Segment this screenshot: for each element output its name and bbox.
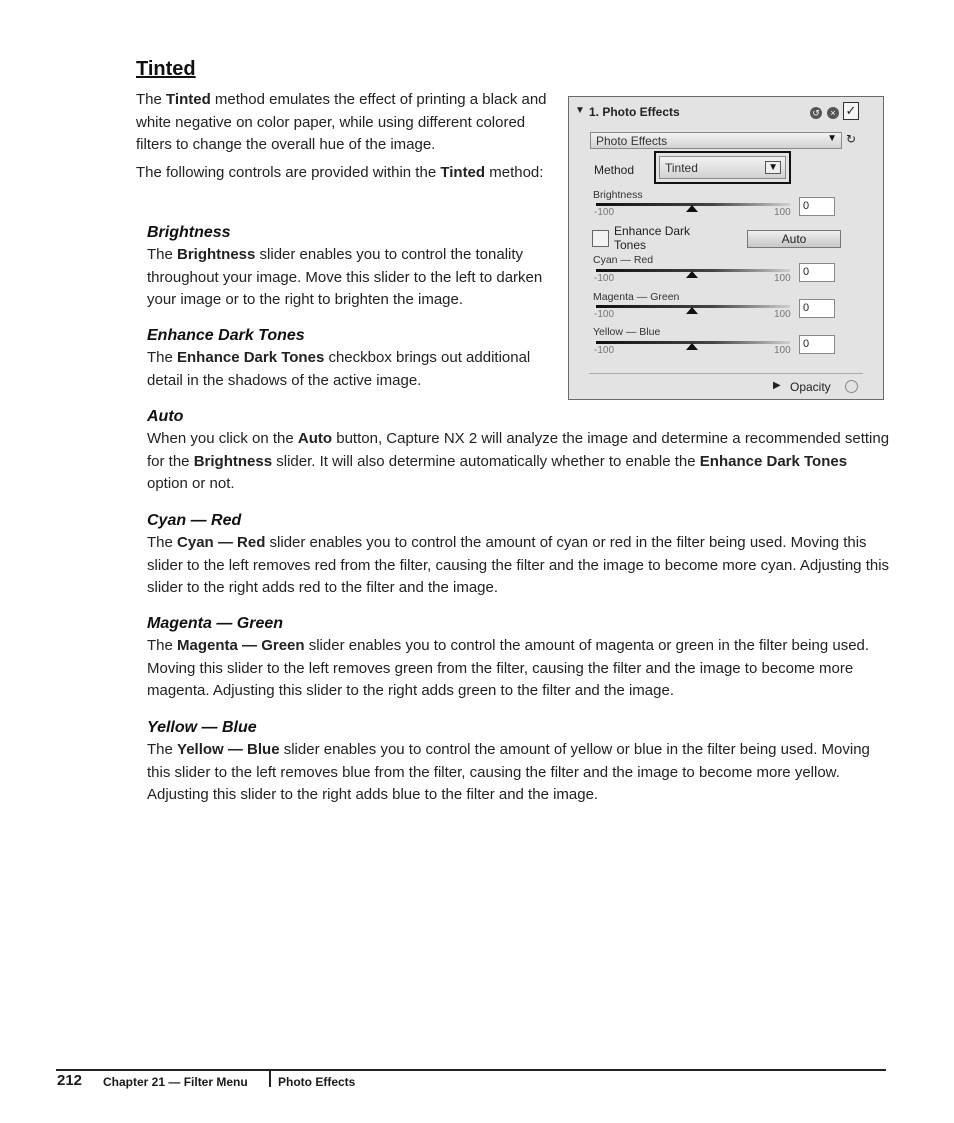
- auto-button[interactable]: Auto: [747, 230, 841, 248]
- footer-rule: [56, 1069, 886, 1071]
- photo-effects-panel: [568, 96, 884, 400]
- cyan-red-slider-min: -100: [594, 273, 615, 284]
- page-title: Tinted: [136, 58, 196, 80]
- effects-dropdown[interactable]: [590, 132, 842, 149]
- section-enhance-dark-tones: [147, 325, 557, 392]
- footer-chapter: Chapter 21 — Filter Menu: [103, 1075, 248, 1089]
- enhance-label-line-2: Tones: [614, 238, 647, 252]
- footer-section: Photo Effects: [278, 1075, 356, 1089]
- section-heading: Cyan — Red: [147, 512, 242, 529]
- section-magenta-green: [147, 613, 892, 703]
- expand-triangle-icon[interactable]: ▼: [575, 105, 585, 116]
- opacity-label: Opacity: [790, 380, 831, 394]
- section-yellow-blue: [147, 717, 892, 807]
- intro-paragraph-2: The following controls are provided within the Tinted method:: [136, 164, 544, 181]
- cyan-red-slider-max: 100: [774, 273, 791, 284]
- section-brightness: [147, 222, 557, 312]
- enhance-label-line-1: Enhance Dark: [614, 224, 691, 238]
- magenta-green-slider-label: Magenta — Green: [593, 291, 680, 303]
- footer-separator: [269, 1071, 271, 1087]
- opacity-toggle-icon[interactable]: [845, 380, 858, 393]
- brightness-slider-max: 100: [774, 207, 791, 218]
- yellow-blue-slider-max: 100: [774, 345, 791, 356]
- yellow-blue-slider-min: -100: [594, 345, 615, 356]
- brightness-slider-min: -100: [594, 207, 615, 218]
- brightness-value-field[interactable]: 0: [799, 197, 835, 216]
- magenta-green-slider-min: -100: [594, 309, 615, 320]
- panel-title: 1. Photo Effects: [589, 105, 680, 119]
- section-auto: [147, 406, 892, 496]
- cyan-red-slider-thumb[interactable]: [686, 271, 698, 278]
- section-body: The Brightness slider enables you to control the tonality throughout your image. Move this slider to the left to darken your image or to the right to brighten the image.: [147, 246, 543, 308]
- yellow-blue-slider-thumb[interactable]: [686, 343, 698, 350]
- chevron-down-icon: ▼: [827, 133, 837, 144]
- intro-paragraph-1: The Tinted method emulates the effect of printing a black and white negative on color paper, while using different colored filters to change the overall hue of the image.: [136, 91, 547, 153]
- section-heading: Yellow — Blue: [147, 719, 257, 736]
- section-cyan-red: [147, 510, 892, 600]
- yellow-blue-slider-label: Yellow — Blue: [593, 326, 661, 338]
- method-label: Method: [594, 163, 635, 177]
- triangle-right-icon[interactable]: ▶: [773, 380, 781, 391]
- panel-divider: [589, 373, 863, 374]
- section-body: The Cyan — Red slider enables you to control the amount of cyan or red in the filter being used. Moving this slider to the left removes red from the filter, causing the filter and the image to become more cyan. Adjusting this slider to the right adds red to the filter and the image.: [147, 534, 890, 596]
- yellow-blue-value-field[interactable]: 0: [799, 335, 835, 354]
- effects-dropdown-value: Photo Effects: [596, 134, 668, 148]
- section-body: The Magenta — Green slider enables you to control the amount of magenta or green in the filter being used. Moving this slider to the left removes green from the filter, causing the filter and the image to become more magenta. Adjusting this slider to the right adds green to the filter and the image.: [147, 637, 870, 699]
- magenta-green-slider-thumb[interactable]: [686, 307, 698, 314]
- brightness-slider-thumb[interactable]: [686, 205, 698, 212]
- section-heading: Auto: [147, 408, 184, 425]
- reset-icon[interactable]: ↺: [810, 107, 822, 119]
- check-icon[interactable]: ✓: [843, 102, 859, 120]
- cyan-red-slider-label: Cyan — Red: [593, 254, 654, 266]
- refresh-icon[interactable]: ↻: [846, 132, 857, 146]
- method-highlight: [654, 151, 791, 184]
- section-body: When you click on the Auto button, Capture NX 2 will analyze the image and determine a recommended setting for the Brightness slider. It will also determine automatically whether to enable the Enhance Dark Tones option or not.: [147, 430, 890, 492]
- enhance-dark-tones-checkbox[interactable]: [592, 230, 609, 247]
- page-number: 212: [57, 1072, 83, 1089]
- method-dropdown[interactable]: [659, 156, 786, 179]
- magenta-green-slider-max: 100: [774, 309, 791, 320]
- section-heading: Magenta — Green: [147, 615, 284, 632]
- chevron-down-icon: ▼: [765, 161, 781, 174]
- brightness-slider-label: Brightness: [593, 189, 643, 201]
- section-body: The Yellow — Blue slider enables you to control the amount of yellow or blue in the filter being used. Moving this slider to the left removes blue from the filter, causing the filter and the image to become more yellow. Adjusting this slider to the right adds blue to the filter and the image.: [147, 741, 870, 803]
- method-dropdown-value: Tinted: [665, 161, 698, 175]
- cyan-red-value-field[interactable]: 0: [799, 263, 835, 282]
- section-body: The Enhance Dark Tones checkbox brings out additional detail in the shadows of the active image.: [147, 349, 531, 389]
- delete-icon[interactable]: ×: [827, 107, 839, 119]
- section-heading: Enhance Dark Tones: [147, 327, 305, 344]
- section-heading: Brightness: [147, 224, 231, 241]
- magenta-green-value-field[interactable]: 0: [799, 299, 835, 318]
